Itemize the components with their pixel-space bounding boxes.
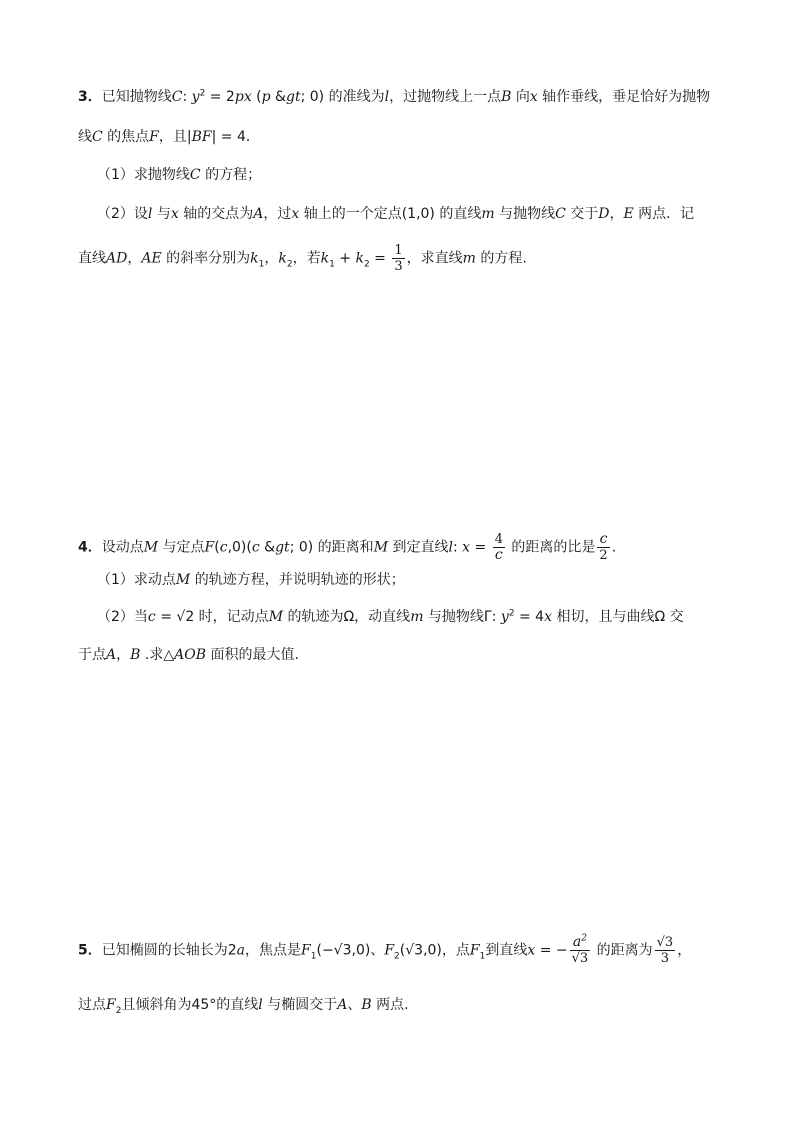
problem-5-line-2: 过点$F_2$且倾斜角为45°的直线l 与椭圆交于A、B 两点. — [78, 997, 409, 1016]
problem-5-line-1: 5．已知椭圆的长轴长为2a，焦点是$F_1(-√3,0)$、$F_2(√3,0)$，点$F_1$到直线x = − $\frac{a^2}{√3}$ 的距离为 $\frac{√3}{3}$ ， — [78, 933, 692, 966]
problem-3-part-2-line-2: 直线AD，AE 的斜率分别为$k_1$，$k_2$，若$k_1 + k_2$ = $\frac{1}{3}$ ，求直线m 的方程. — [78, 243, 527, 274]
problem-3-line-1: 3．已知抛物线C: $y^2 = 2px$ (p &gt; 0) 的准线为l，过抛物线上一点B 向x 轴作垂线，垂足恰好为抛物 — [78, 88, 711, 105]
problem-4-line-1: 4．设动点M 与定点F(c,0)(c &gt; 0) 的距离和M 到定直线l: x = $\frac{4}{c}$ 的距离的比是 $\frac{c}{2}$ . — [78, 531, 617, 563]
problem-3-part-2-line-1: （2）设l 与x 轴的交点为A，过x 轴上的一个定点(1,0) 的直线m 与抛物线C 交于D，E 两点．记 — [97, 206, 695, 222]
problem-4-part-1: （1）求动点M 的轨迹方程，并说明轨迹的形状； — [97, 572, 405, 588]
problem-3-line-2: 线C 的焦点F，且|BF| = 4． — [78, 129, 260, 145]
problem-4-part-2-line-2: 于点A，B .求△AOB 面积的最大值. — [78, 647, 299, 663]
problem-4-part-2-line-1: （2）当c = √2 时，记动点M 的轨迹为Ω，动直线m 与抛物线Γ: $y^2 = 4x$ 相切，且与曲线Ω 交 — [97, 608, 684, 625]
problem-3-part-1: （1）求抛物线C 的方程； — [97, 167, 262, 183]
